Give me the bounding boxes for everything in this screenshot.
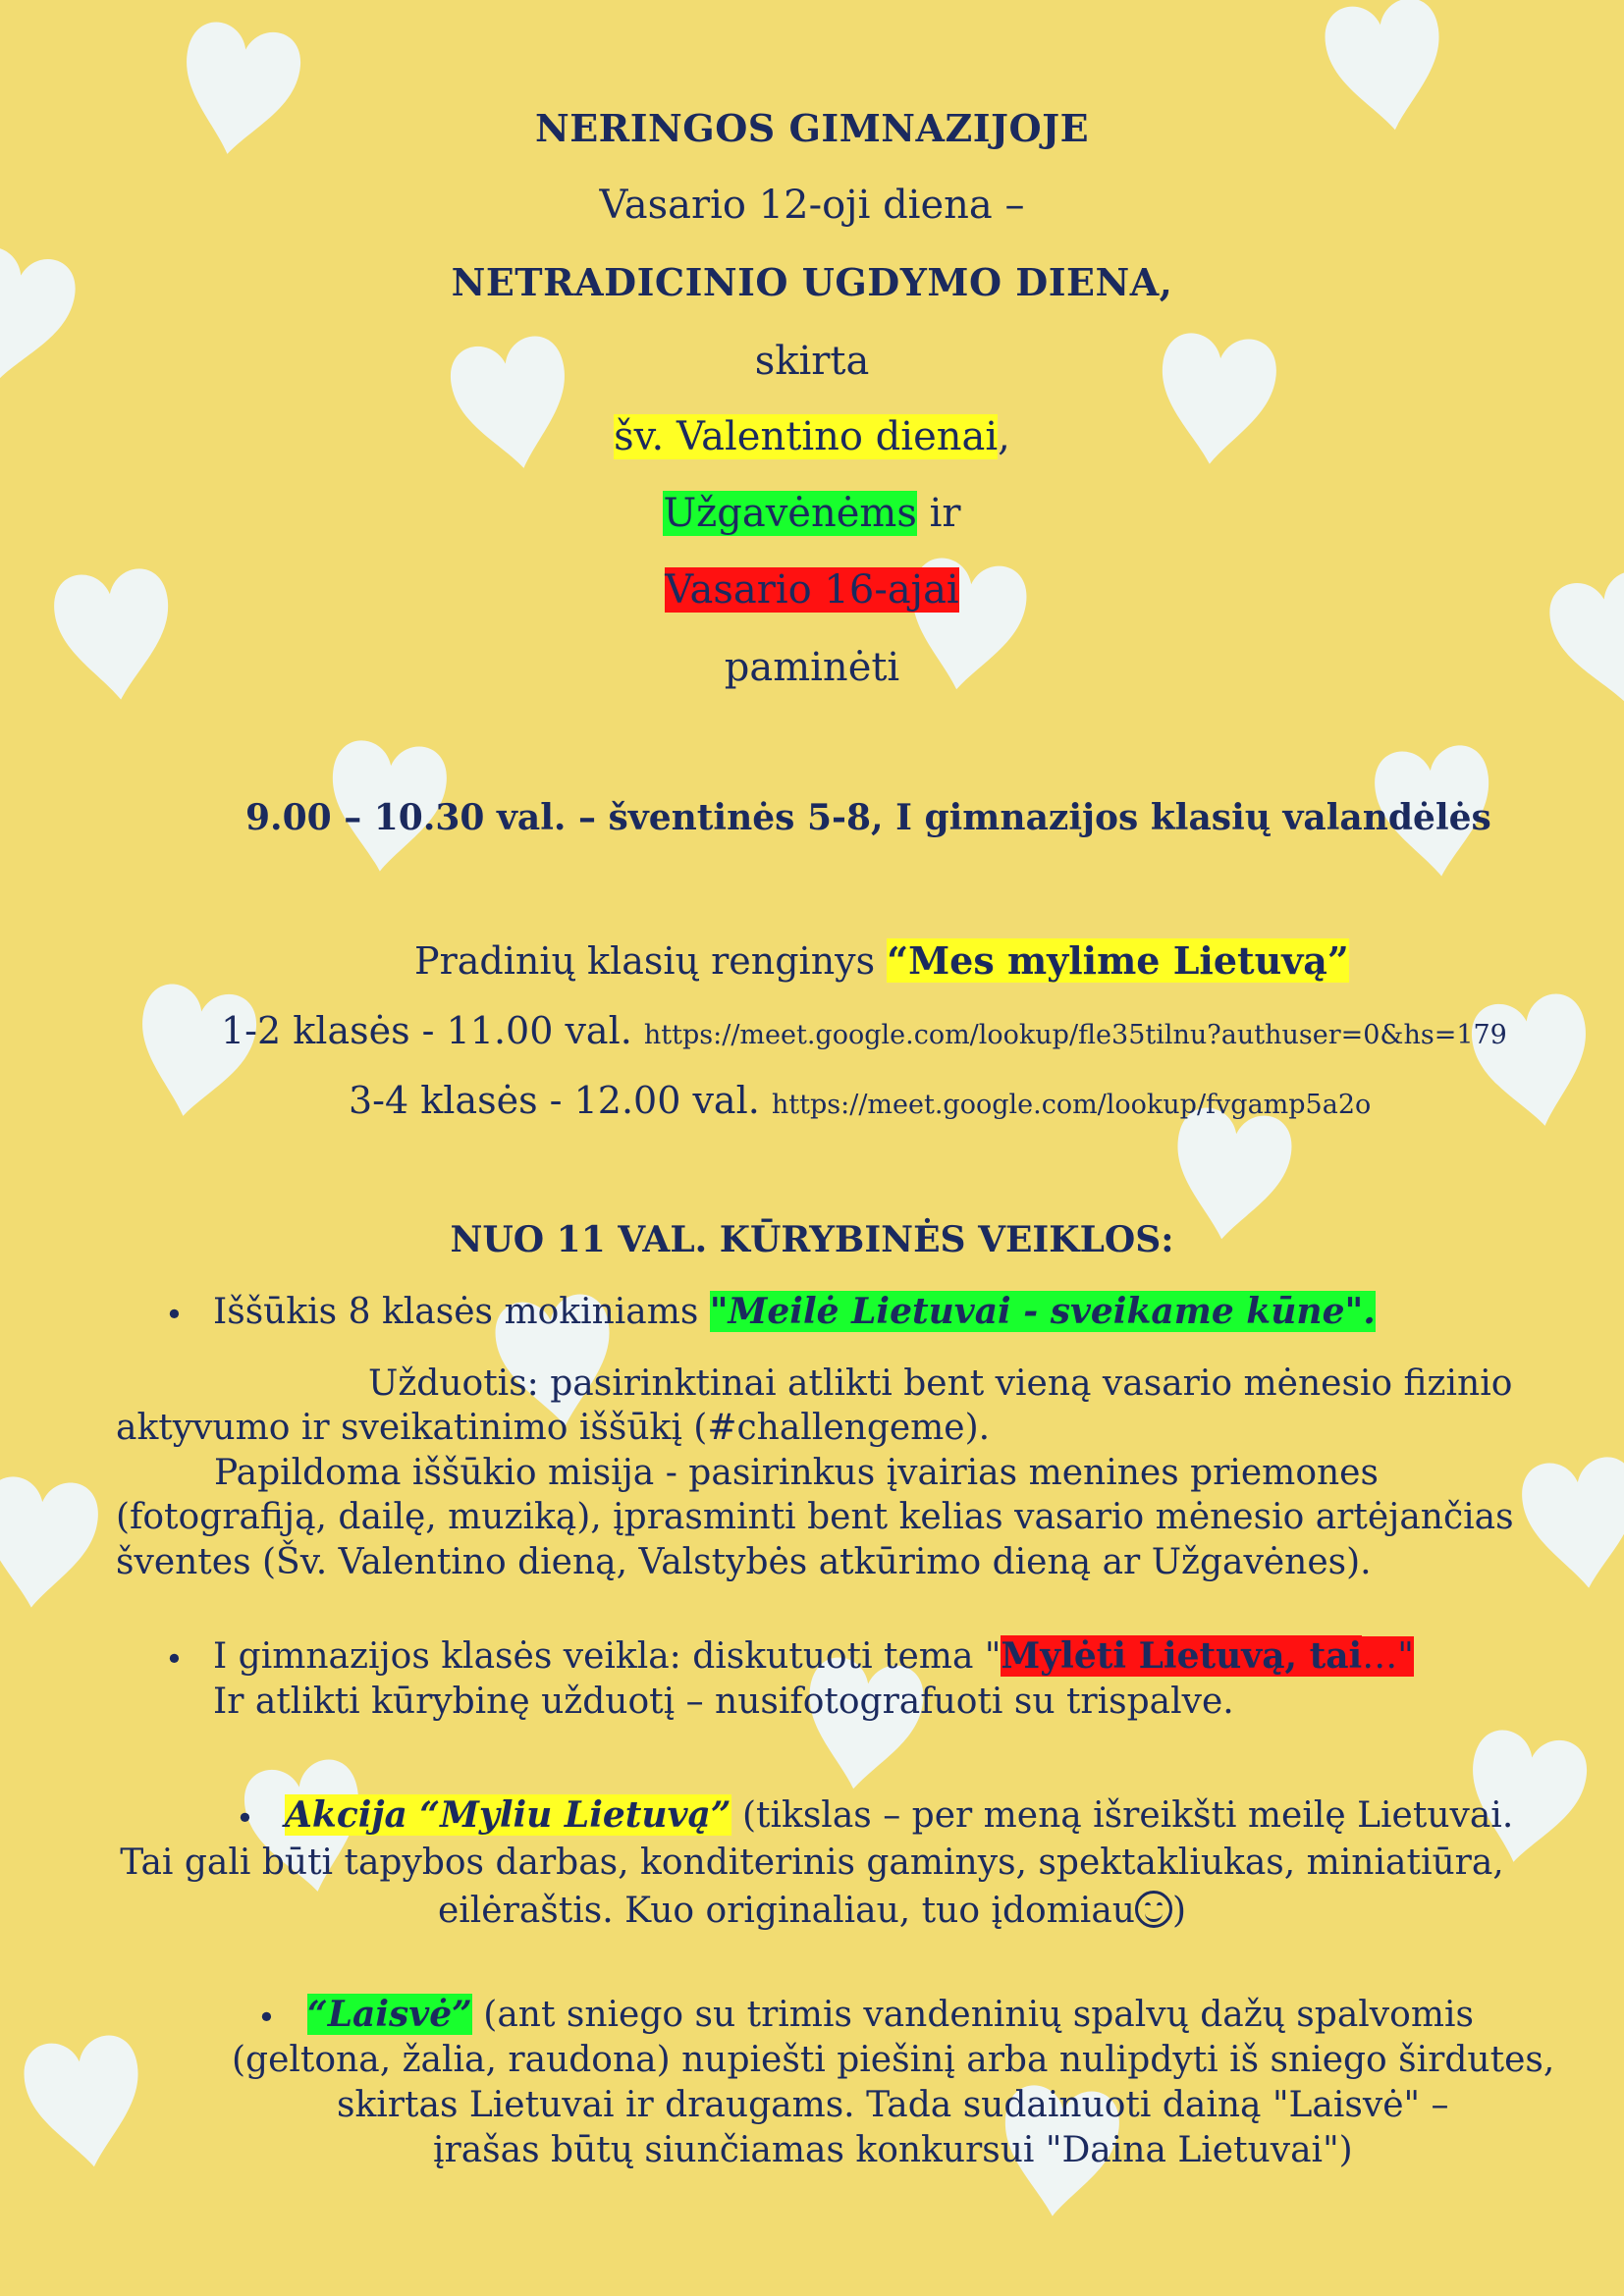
challenge-mission-3: šventes (Šv. Valentino dieną, Valstybės atkūrimo dieną ar Užgavėnes). (116, 1542, 1372, 1582)
laisve-line-2: (geltona, žalia, raudona) nupiešti piešinį arba nulipdyti iš sniego širdutes, (232, 2040, 1555, 2080)
date-line: Vasario 12-oji diena – (599, 183, 1025, 228)
valentine-highlight: šv. Valentino dienai (614, 414, 999, 459)
bullet-2: • (165, 1640, 184, 1678)
action-text-3-end: ) (1171, 1891, 1187, 1931)
action-line-1 (285, 1794, 1513, 1836)
uzgavenes-highlight: Užgavėnėms (663, 491, 917, 536)
challenge-mission-1: Papildoma iššūkio misija - pasirinkus įvairias menines priemones (214, 1453, 1379, 1493)
dedicated-text: skirta (754, 339, 870, 384)
gymnasium-prefix: I gimnazijos klasės veikla: diskutuoti tema " (213, 1636, 1001, 1677)
primary-row-2-link[interactable]: https://meet.google.com/lookup/fvgamp5a2o (771, 1090, 1372, 1120)
bullet-4: • (257, 1999, 276, 2036)
school-title: NERINGOS GIMNAZIJOJE (534, 106, 1090, 150)
feb16-highlight: Vasario 16-ajai (665, 567, 959, 613)
laisve-text-1: (ant sniego su trimis vandeninių spalvų dažų spalvomis (471, 1995, 1474, 2035)
creative-heading: NUO 11 VAL. KŪRYBINĖS VEIKLOS: (450, 1219, 1174, 1260)
feb16-line (0, 567, 1624, 613)
challenge-task: Užduotis: pasirinktinai atlikti bent vieną vasario mėnesio fizinio (368, 1363, 1513, 1404)
valentine-comma: , (998, 414, 1010, 459)
bullet-1: • (165, 1296, 184, 1333)
challenge-mission-2: (fotografiją, dailę, muziką), įprasminti bent kelias vasario mėnesio artėjančias (116, 1497, 1514, 1537)
gymnasium-line (213, 1635, 1414, 1677)
action-text-3: eilėraštis. Kuo originaliau, tuo įdomiau (437, 1891, 1135, 1931)
primary-row-1-link[interactable]: https://meet.google.com/lookup/fle35tilnu?authuser=0&hs=179 (643, 1020, 1507, 1050)
valentine-line (0, 414, 1624, 459)
primary-row-2-label: 3-4 klasės - 12.00 val. (349, 1079, 772, 1122)
gymnasium-topic: Mylėti Lietuvą, tai (1001, 1635, 1363, 1677)
challenge-name: "Meilė Lietuvai - sveikame kūne". (709, 1291, 1376, 1332)
schedule-line: 9.00 – 10.30 val. – šventinės 5-8, I gimnazijos klasių valandėlės (245, 797, 1491, 838)
uzgavenes-suffix: ir (916, 491, 961, 536)
laisve-line-1 (307, 1994, 1474, 2035)
primary-event-prefix: Pradinių klasių renginys (414, 939, 888, 983)
headline: NETRADICINIO UGDYMO DIENA, (451, 260, 1173, 304)
smiley-icon (1135, 1891, 1172, 1928)
commemorate-text: paminėti (724, 645, 900, 690)
action-name: Akcija “Myliu Lietuvą” (285, 1794, 731, 1836)
laisve-line-4: įrašas būtų siunčiamas konkursui "Daina Lietuvai") (433, 2130, 1353, 2170)
challenge-task-2: aktyvumo ir sveikatinimo iššūkį (#challengeme). (116, 1408, 991, 1448)
primary-row-1-label: 1-2 klasės - 11.00 val. (221, 1009, 644, 1052)
gymnasium-topic-suffix: …" (1362, 1636, 1414, 1677)
primary-row-1 (221, 1009, 1507, 1052)
laisve-line-3: skirtas Lietuvai ir draugams. Tada sudainuoti dainą "Laisvė" – (337, 2085, 1449, 2125)
primary-event-line (414, 938, 1349, 983)
action-line-2: Tai gali būti tapybos darbas, konditerinis gaminys, spektakliukas, miniatiūra, (120, 1842, 1504, 1883)
uzgavenes-line (0, 491, 1624, 536)
bullet-3: • (236, 1799, 254, 1837)
laisve-name: “Laisvė” (307, 1994, 472, 2035)
challenge-prefix: Iššūkis 8 klasės mokiniams (213, 1292, 710, 1332)
primary-row-2 (349, 1079, 1371, 1122)
action-text-1: (tikslas – per meną išreikšti meilę Lietuvai. (731, 1795, 1514, 1836)
challenge-line (213, 1291, 1376, 1332)
gymnasium-line-2: Ir atlikti kūrybinę užduotį – nusifotografuoti su trispalve. (213, 1682, 1234, 1722)
primary-event-name: “Mes mylime Lietuvą” (887, 938, 1349, 983)
action-line-3 (0, 1891, 1624, 1931)
